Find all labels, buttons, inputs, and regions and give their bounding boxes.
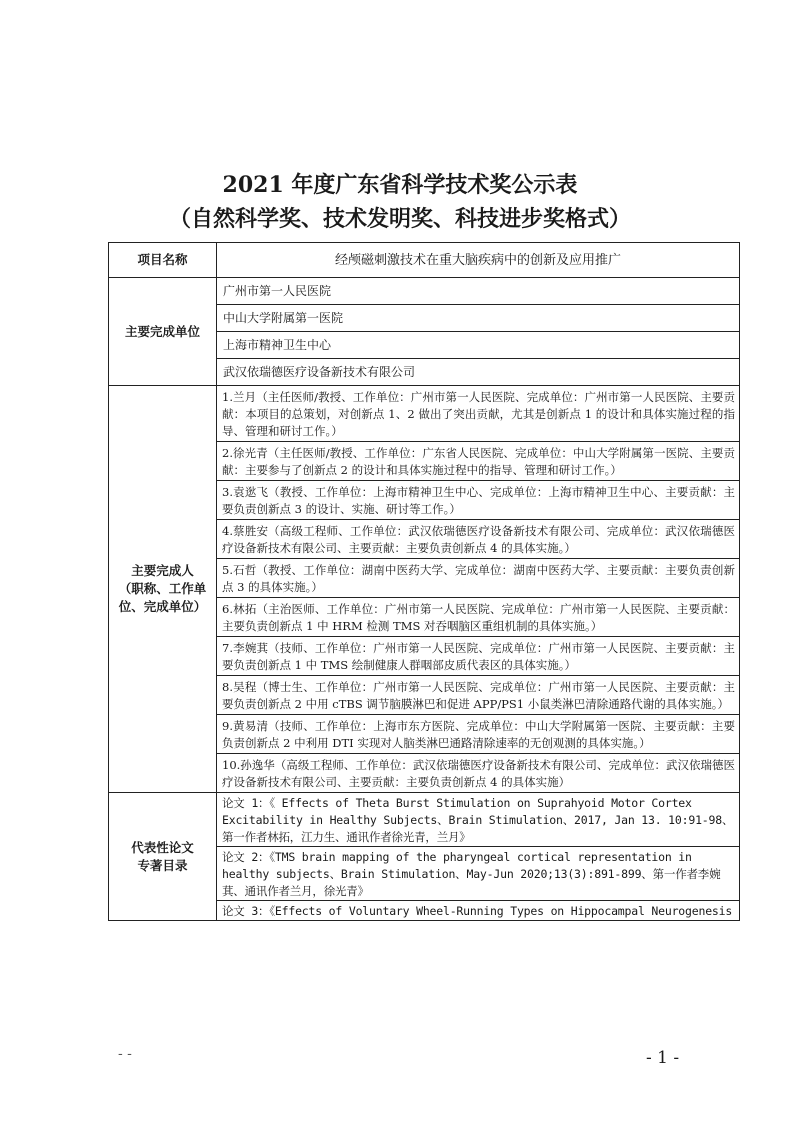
award-table [108,242,740,921]
papers-label-line1: 代表性论文 [131,839,194,855]
person-item: 5.石哲（教授、工作单位：湖南中医药大学、完成单位：湖南中医药大学、主要贡献：主要负责创新点 3 的具体实施。） [217,559,740,598]
papers-label-line2: 专著目录 [137,857,188,873]
document-subtitle: （自然科学奖、技术发明奖、科技进步奖格式） [168,206,631,232]
unit-item: 武汉依瑞德医疗设备新技术有限公司 [217,359,740,386]
unit-item: 上海市精神卫生中心 [217,332,740,359]
person-item: 7.李婉萁（技师、工作单位：广州市第一人民医院、完成单位：广州市第一人民医院、主要贡献：主要负责创新点 1 中 TMS 绘制健康人群咽部皮质代表区的具体实施。） [217,637,740,676]
persons-label [109,386,217,793]
persons-label-line1: 主要完成人 [131,563,194,578]
project-row [109,243,740,278]
person-item: 3.袁逖飞（教授、工作单位：上海市精神卫生中心、完成单位：上海市精神卫生中心、主要贡献：主要负责创新点 3 的设计、实施、研讨等工作。） [217,481,740,520]
project-name: 经颅磁刺激技术在重大脑疾病中的创新及应用推广 [217,243,740,278]
document-title: 2021 年度广东省科学技术奖公示表 [222,172,578,198]
paper-item: 论文 1：《 Effects of Theta Burst Stimulation on Suprahyoid Motor Cortex Excitability in Healthy Subjects、Brain Stimulation、2017, Jan 13. 10:91-98、第一作者林拓，江力生、通讯作者徐光青，兰月》 [217,793,740,847]
unit-item: 广州市第一人民医院 [217,278,740,305]
person-row [109,386,740,442]
paper-row [109,793,740,847]
person-item: 9.黄易清（技师、工作单位：上海市东方医院、完成单位：中山大学附属第一医院、主要贡献：主要负责创新点 2 中利用 DTI 实现对人脑类淋巴通路清除速率的无创观测的具体实施。） [217,715,740,754]
unit-item: 中山大学附属第一医院 [217,305,740,332]
footer-mark: - - [118,1046,132,1062]
persons-label-line3: 位、完成单位） [118,599,207,614]
person-item: 4.蔡胜安（高级工程师、工作单位：武汉依瑞德医疗设备新技术有限公司、完成单位：武汉依瑞德医疗设备新技术有限公司、主要贡献：主要负责创新点 4 的具体实施。） [217,520,740,559]
paper-item: 论文 3：《Effects of Voluntary Wheel-Running Types on Hippocampal Neurogenesis [217,901,740,921]
person-item: 2.徐光青（主任医师/教授、工作单位：广东省人民医院、完成单位：中山大学附属第一医院、主要贡献：主要参与了创新点 2 的设计和具体实施过程中的指导、管理和研讨工作。） [217,442,740,481]
person-item: 8.吴程（博士生、工作单位：广州市第一人民医院、完成单位：广州市第一人民医院、主要贡献：主要负责创新点 2 中用 cTBS 调节脑膜淋巴和促进 APP/PS1 小鼠类淋巴清除通路代谢的具体实施。） [217,676,740,715]
person-item: 10.孙逸华（高级工程师、工作单位：武汉依瑞德医疗设备新技术有限公司、完成单位：武汉依瑞德医疗设备新技术有限公司、主要贡献：主要负责创新点 4 的具体实施） [217,754,740,793]
page-number: - 1 - [646,1048,680,1068]
person-item: 1.兰月（主任医师/教授、工作单位：广州市第一人民医院、完成单位：广州市第一人民医院、主要贡献：本项目的总策划，对创新点 1、2 做出了突出贡献，尤其是创新点 1 的设计和具体实施过程的指导、管理和研讨工作。） [217,386,740,442]
units-label: 主要完成单位 [109,278,217,386]
unit-row [109,278,740,305]
papers-label [109,793,217,921]
project-label: 项目名称 [109,243,217,278]
persons-label-line2: （职称、工作单 [118,581,207,596]
paper-item: 论文 2：《TMS brain mapping of the pharyngeal cortical representation in healthy subjects、Brain Stimulation、May-Jun 2020;13(3):891-899、第一作者李婉萁、通讯作者兰月，徐光青》 [217,847,740,901]
person-item: 6.林拓（主治医师、工作单位：广州市第一人民医院、完成单位：广州市第一人民医院、主要贡献：主要负责创新点 1 中 HRM 检测 TMS 对吞咽脑区重组机制的具体实施。） [217,598,740,637]
